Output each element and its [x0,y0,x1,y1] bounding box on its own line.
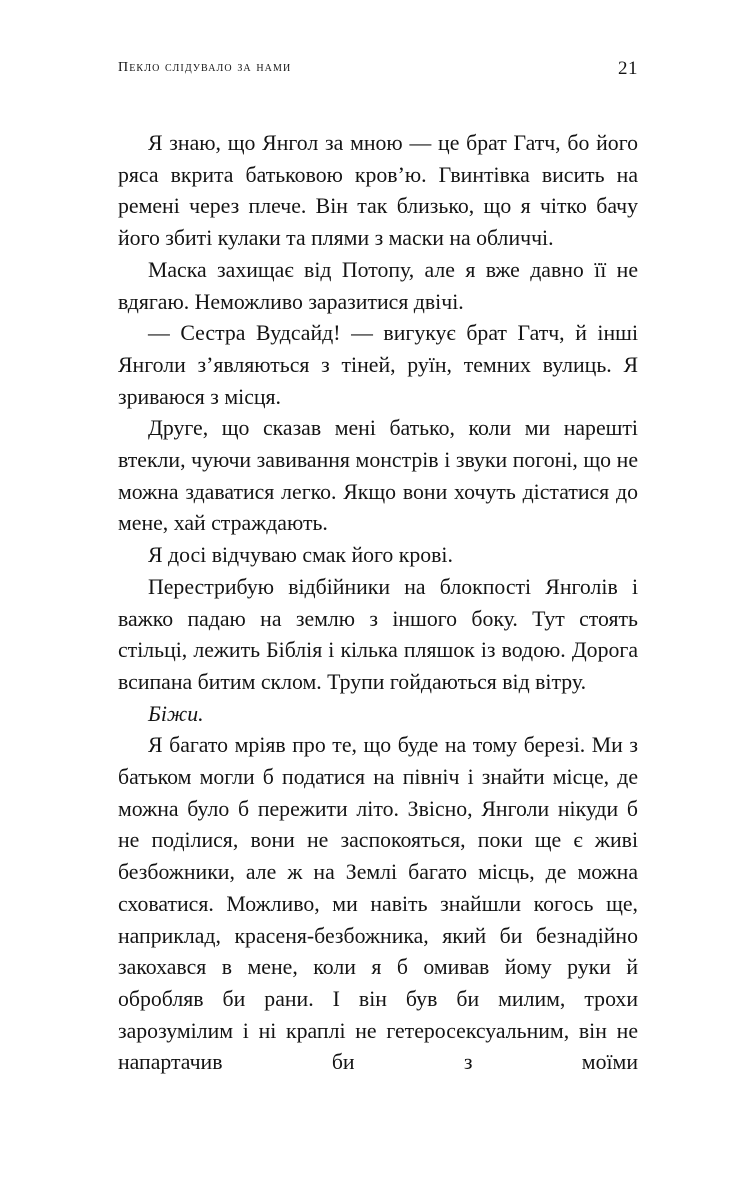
italic-word: Біжи. [148,701,204,726]
paragraph: Друге, що сказав мені батько, коли ми нарешті втекли, чуючи завивання монстрів і звуки погоні, що не можна здаватися легко. Якщо вони хочуть дістатися до мене, хай страждають. [118,416,638,536]
paragraph: Я знаю, що Янгол за мною — це брат Гатч, бо його ряса вкрита батьковою кров’ю. Гвинтівка висить на ремені через плече. Він так близько, що я чітко бачу його збиті кулаки та плями з маски на обличчі. [118,131,638,251]
body-text [118,128,638,1079]
paragraph: Я багато мріяв про те, що буде на тому березі. Ми з батьком могли б податися на північ і знайти місце, де можна було б пережити літо. Звісно, Янголи нікуди б не поділися, вони не заспокояться, поки ще є живі безбожники, але ж на Землі багато місць, де можна сховатися. Можливо, ми навіть знайшли когось ще, наприклад, красеня-безбожника, який би безнадійно закохався в мене, коли я б омивав йому руки й обробляв би рани. І він був би милим, трохи зарозумілим і ні краплі не гетеросексуальним, він не напартачив би з моїми [118,733,638,1075]
paragraph: — Сестра Вудсайд! — вигукує брат Гатч, й інші Янголи з’являються з тіней, руїн, темних вулиць. Я зриваюся з місця. [118,321,638,409]
paragraph: Маска захищає від Потопу, але я вже давно її не вдягаю. Неможливо заразитися двічі. [118,257,638,314]
paragraph: Я досі відчуваю смак його крові. [148,543,453,568]
paragraph: Перестрибую відбійники на блокпості Янголів і важко падаю на землю з іншого боку. Тут стоять стільці, лежить Біблія і кілька пляшок із водою. Дорога всипана битим склом. Трупи гойдаються від вітру. [118,574,638,694]
running-title: Пекло слідувало за нами [118,60,292,75]
paragraph-italic [118,699,638,731]
page-header [118,58,638,82]
page-number: 21 [618,58,638,79]
